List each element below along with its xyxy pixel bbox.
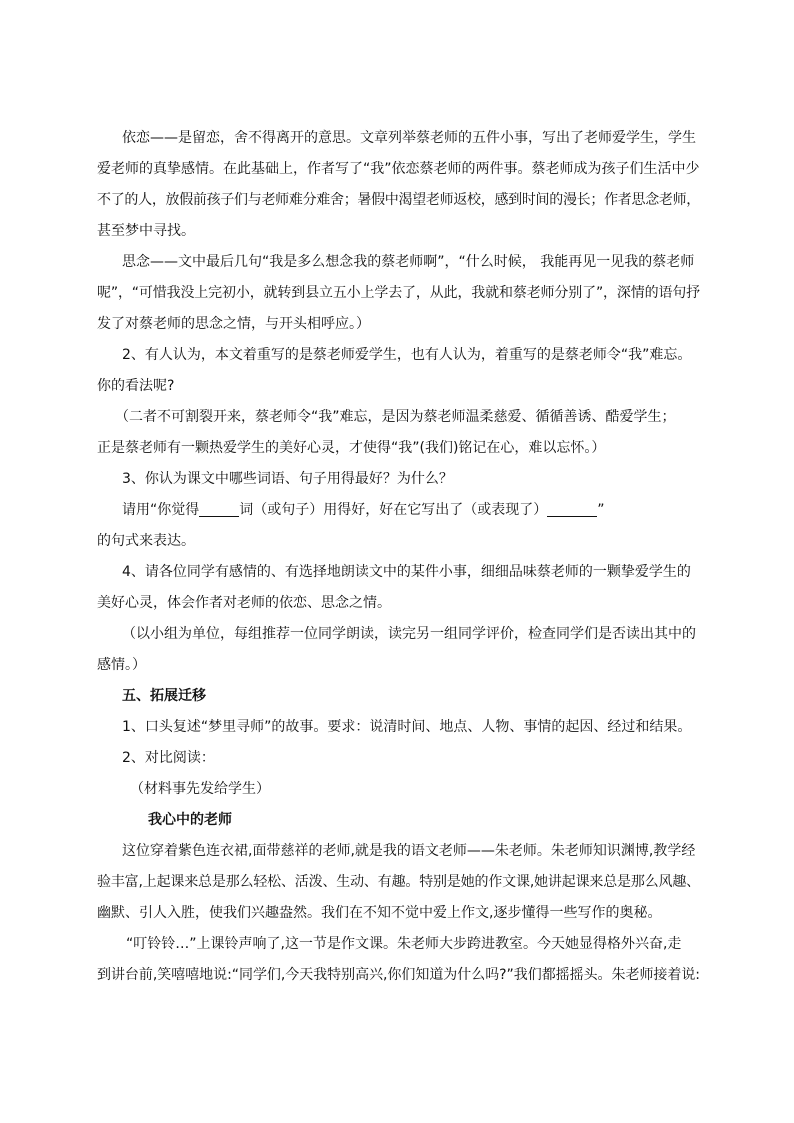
text-line: “叮铃铃…”上课铃声响了,这一节是作文课。朱老师大步跨进教室。今天她显得格外兴奋,走	[126, 936, 682, 952]
paragraph-yilian	[0, 123, 794, 247]
text-line: 思念——文中最后几句“我是多么想念我的蔡老师啊”，“什么时候， 我能再见一见我的蔡老师	[122, 254, 695, 270]
text-line: 正是蔡老师有一颗热爱学生的美好心灵，才使得“我”(我们)铭记在心，难以忘怀。）	[97, 440, 606, 456]
fill-text-part3: ”	[597, 502, 605, 518]
text-line: 4、请各位同学有感情的、有选择地朗读文中的某件小事，细细品味蔡老师的一颗挚爱学生的	[122, 564, 691, 580]
text-line: 不了的人，放假前孩子们与老师难分难舍；暑假中渴望老师返校，感到时间的漫长；作者思念老师，	[97, 192, 701, 208]
reading-paragraph-1	[0, 836, 794, 929]
text-line: 的句式来表达。	[97, 533, 195, 549]
fill-text-part1: 请用“你觉得	[122, 502, 200, 518]
text-line: （二者不可割裂开来，蔡老师令“我”难忘，是因为蔡老师温柔慈爱、循循善诱、酷爱学生；	[115, 409, 676, 425]
text-line: 依恋——是留恋，舍不得离开的意思。文章列举蔡老师的五件小事，写出了老师爱学生，学生	[122, 130, 696, 146]
question-3	[0, 464, 794, 495]
text-line: 2、对比阅读：	[122, 750, 215, 766]
text-line: 美好心灵，体会作者对老师的依恋、思念之情。	[97, 595, 391, 611]
text-line: （材料事先发给学生）	[130, 781, 270, 797]
task-1	[0, 712, 794, 743]
text-line	[0, 495, 794, 526]
text-line: （以小组为单位，每组推荐一位同学朗读，读完另一组同学评价，检查同学们是否读出其中的	[122, 626, 696, 642]
text-line: 甚至梦中寻找。	[97, 223, 195, 239]
text-line: 发了对蔡老师的思念之情，与开头相呼应。）	[97, 316, 370, 332]
text-line: 2、有人认为，本文着重写的是蔡老师爱学生，也有人认为，着重写的是蔡老师令“我”难忘。	[122, 347, 692, 363]
text-line: 3、你认为课文中哪些词语、句子用得最好？为什么？	[122, 471, 453, 487]
section-heading-extension	[0, 681, 794, 712]
paragraph-sinian	[0, 247, 794, 340]
text-line: 你的看法呢?	[97, 378, 175, 394]
text-line: 呢”，“可惜我没上完初小，就转到县立五小上学去了，从此，我就和蔡老师分别了”，深情的语句抒	[97, 285, 701, 301]
reading-title-text: 我心中的老师	[148, 812, 232, 828]
task-2	[0, 743, 794, 774]
reading-paragraph-2	[0, 929, 794, 991]
text-line: 幽默、引人入胜，使我们兴趣盎然。我们在不知不觉中爱上作文,逐步懂得一些写作的奥秘。	[97, 905, 662, 921]
question-2	[0, 340, 794, 402]
answer-2	[0, 402, 794, 464]
fill-in-sentence	[0, 495, 794, 526]
material-note	[0, 774, 794, 805]
text-line: 感情。）	[97, 657, 146, 673]
fill-text-part2: 词（或句子）用得好，好在它写出了（或表现了）	[239, 502, 548, 518]
answer-4	[0, 619, 794, 681]
question-4	[0, 557, 794, 619]
text-line: 验丰富,上起课来总是那么轻松、活泼、生动、有趣。特别是她的作文课,她讲起课来总是那么风趣、	[97, 874, 700, 890]
text-line: 1、口头复述“梦里寻师”的故事。要求：说清时间、地点、人物、事情的起因、经过和结果。	[122, 719, 692, 735]
blank-line	[199, 500, 239, 517]
text-line: 到讲台前,笑嘻嘻地说:“同学们,今天我特别高兴,你们知道为什么吗?”我们都摇摇头。朱老师接着说:	[97, 967, 700, 983]
sentence-form-note	[0, 526, 794, 557]
text-line: 这位穿着紫色连衣裙,面带慈祥的老师,就是我的语文老师——朱老师。朱老师知识渊博,教学经	[122, 843, 696, 859]
reading-title	[0, 805, 794, 836]
text-line: 爱老师的真挚感情。在此基础上，作者写了“我”依恋蔡老师的两件事。蔡老师成为孩子们生活中少	[97, 161, 700, 177]
section-heading: 五、拓展迁移	[122, 688, 206, 704]
blank-line	[547, 500, 597, 517]
